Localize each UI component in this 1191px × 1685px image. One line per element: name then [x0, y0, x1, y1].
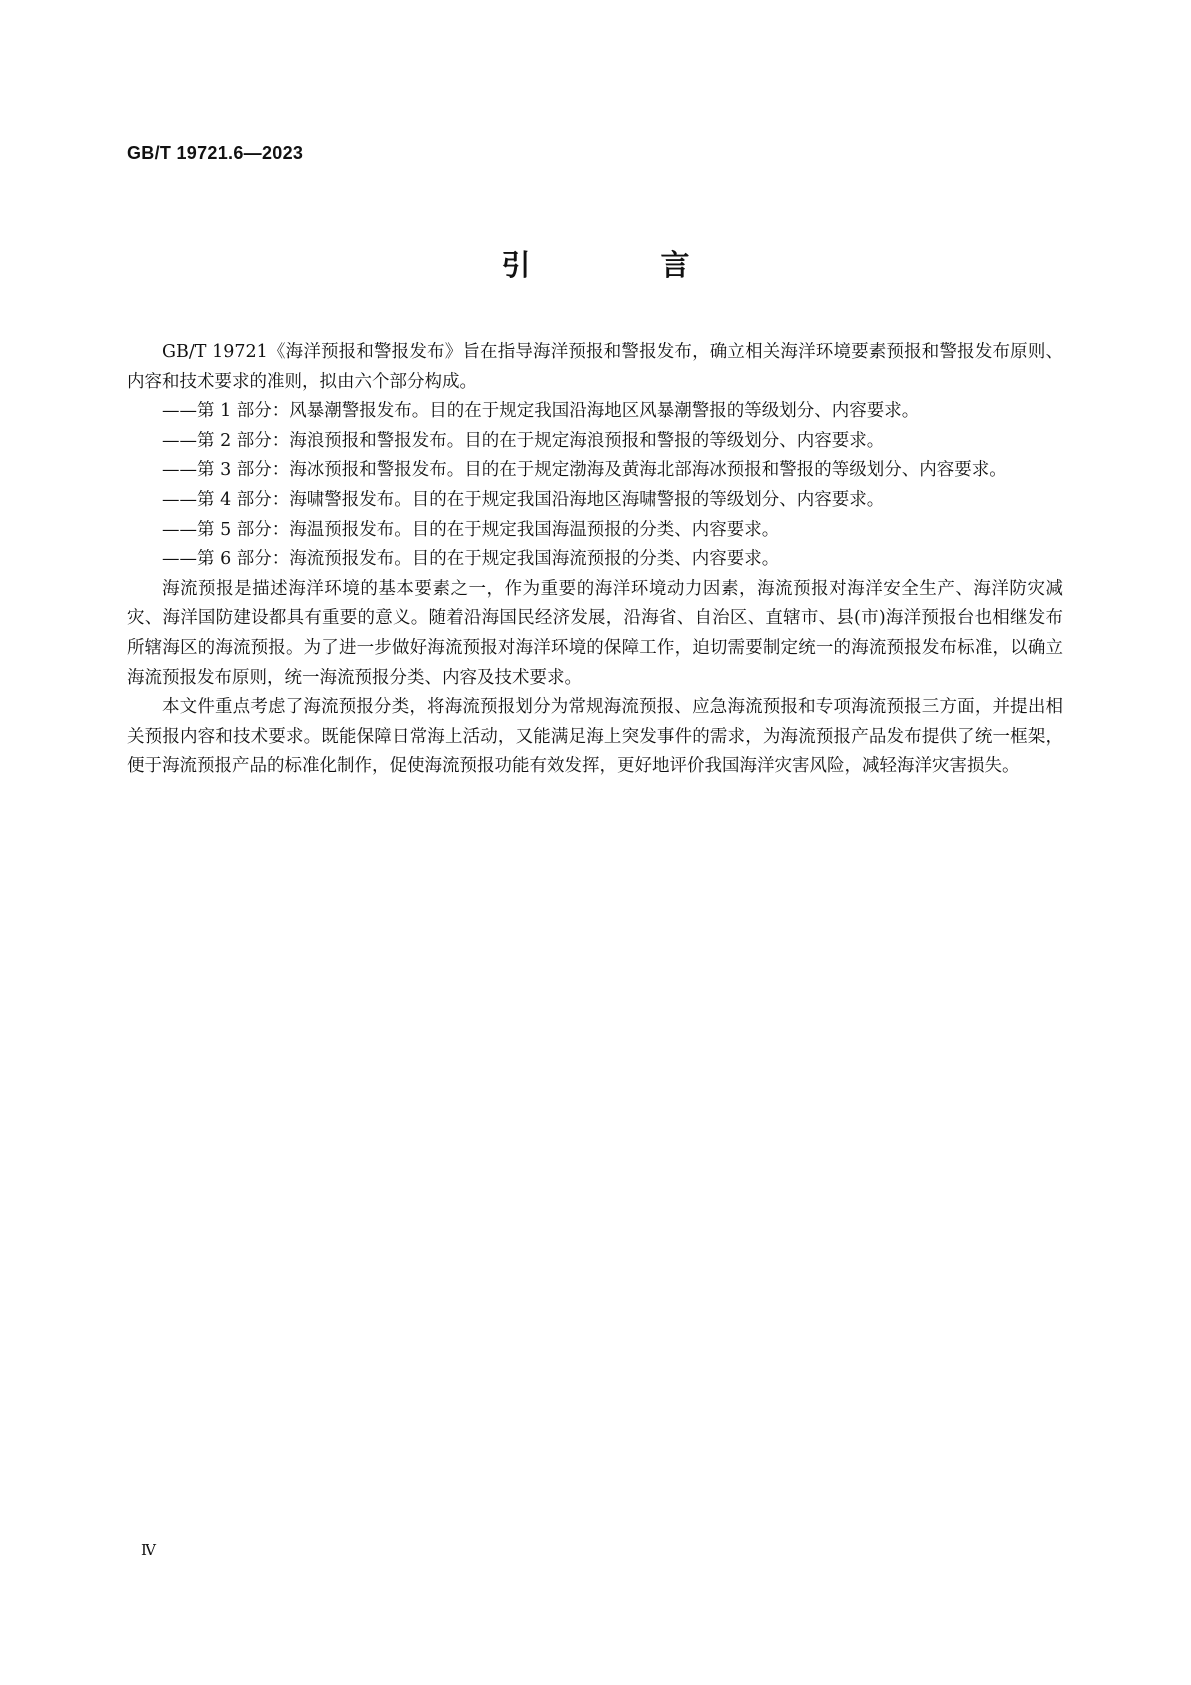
part-list-item: ——第 1 部分：风暴潮警报发布。目的在于规定我国沿海地区风暴潮警报的等级划分、内容要求。 [162, 401, 920, 422]
standard-code: GB/T 19721.6—2023 [127, 143, 304, 163]
intro-paragraph: GB/T 19721《海洋预报和警报发布》旨在指导海洋预报和警报发布，确立相关海洋环境要素预报和警报发布原则、内容和技术要求的准则，拟由六个部分构成。 [127, 342, 1063, 392]
part-list-item: ——第 5 部分：海温预报发布。目的在于规定我国海温预报的分类、内容要求。 [162, 519, 780, 540]
page-number: Ⅳ [141, 1541, 156, 1559]
body-paragraph: 海流预报是描述海洋环境的基本要素之一，作为重要的海洋环境动力因素，海流预报对海洋安全生产、海洋防灾减灾、海洋国防建设都具有重要的意义。随着沿海国民经济发展，沿海省、自治区、直辖市、县(市)海洋预报台也相继发布所辖海区的海流预报。为了进一步做好海流预报对海洋环境的保障工作，迫切需要制定统一的海流预报发布标准，以确立海流预报发布原则，统一海流预报分类、内容及技术要求。 [127, 578, 1063, 688]
part-list-item: ——第 6 部分：海流预报发布。目的在于规定我国海流预报的分类、内容要求。 [162, 549, 780, 570]
section-title: 引 言 [501, 248, 750, 282]
body-paragraph: 本文件重点考虑了海流预报分类，将海流预报划分为常规海流预报、应急海流预报和专项海流预报三方面，并提出相关预报内容和技术要求。既能保障日常海上活动，又能满足海上突发事件的需求，为海流预报产品发布提供了统一框架，便于海流预报产品的标准化制作，促使海流预报功能有效发挥，更好地评价我国海洋灾害风险，减轻海洋灾害损失。 [127, 697, 1063, 777]
document-body [127, 338, 1063, 782]
part-list-item: ——第 2 部分：海浪预报和警报发布。目的在于规定海浪预报和警报的等级划分、内容要求。 [162, 430, 885, 451]
part-list-item: ——第 3 部分：海冰预报和警报发布。目的在于规定渤海及黄海北部海冰预报和警报的等级划分、内容要求。 [162, 460, 1007, 481]
part-list-item: ——第 4 部分：海啸警报发布。目的在于规定我国沿海地区海啸警报的等级划分、内容要求。 [162, 489, 885, 510]
